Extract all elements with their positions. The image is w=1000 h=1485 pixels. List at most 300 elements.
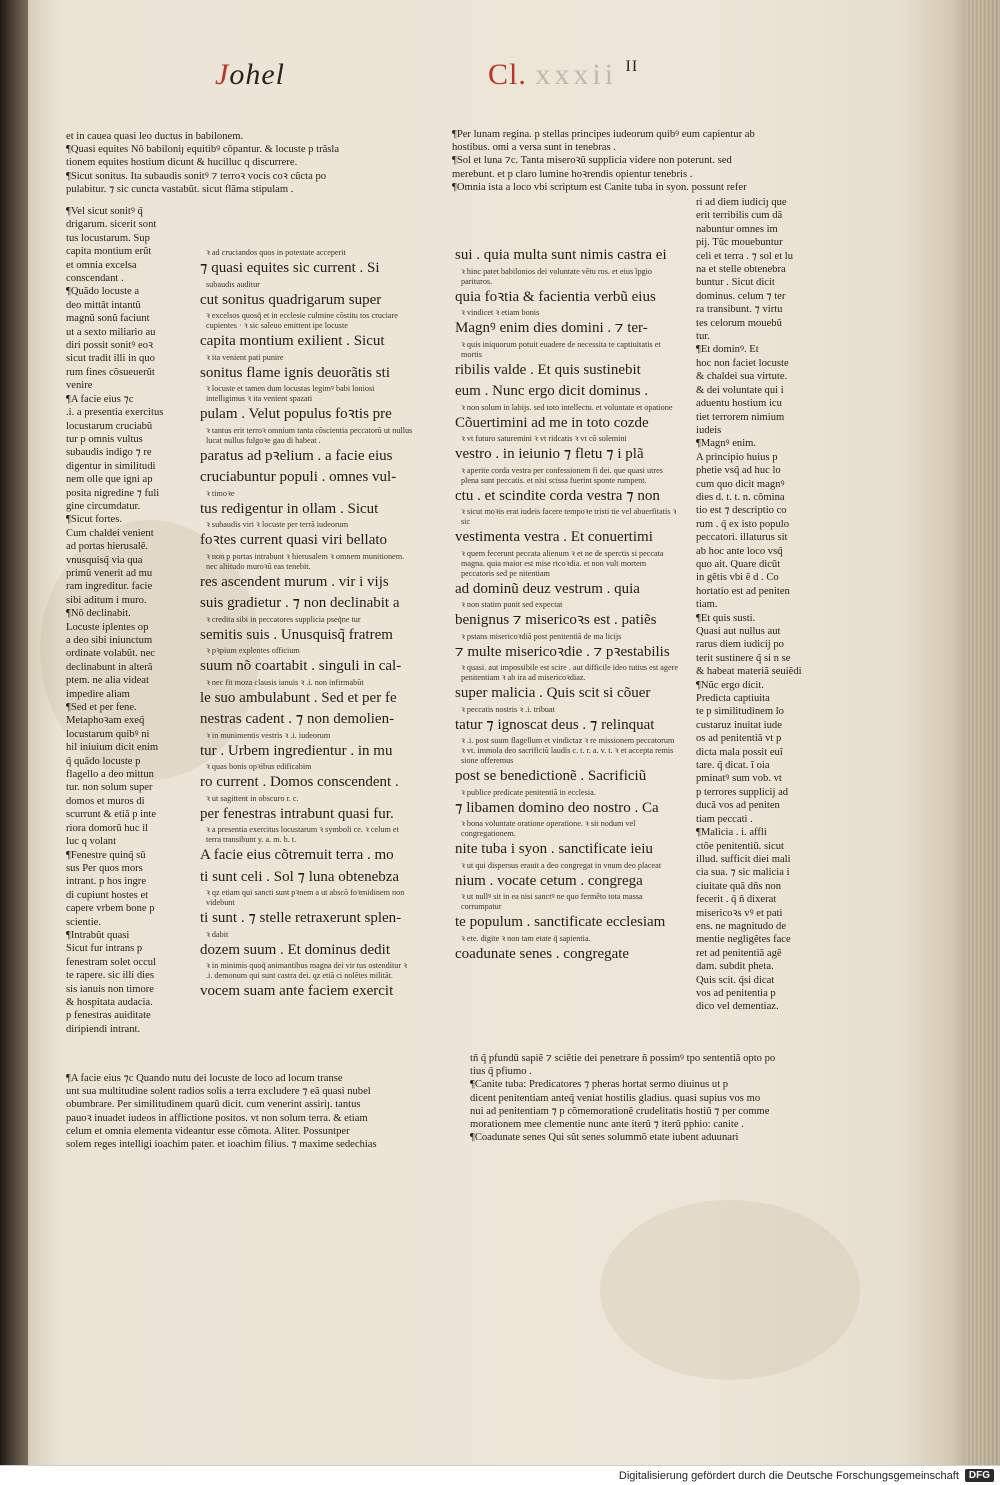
gloss-line xyxy=(696,880,814,893)
main-text-line: res ascendent murum . vir i vijs xyxy=(200,573,389,590)
gloss-line xyxy=(66,245,184,258)
gloss-text: pulabitur. ⁊ sic cuncta vastabũt. sicut flãma stipulam . xyxy=(66,183,294,195)
gloss-line xyxy=(66,835,184,848)
interlinear-gloss: ꝛ in munimentis vestris ꝛ .i. iudeorum xyxy=(206,730,331,740)
gloss-text: aduentu hostium icu xyxy=(696,398,782,410)
main-text-line: sonitus flame ignis deuorãtis sti xyxy=(200,364,390,381)
gloss-text: domos et muros di xyxy=(66,795,145,807)
gloss-line xyxy=(696,746,814,759)
gloss-line xyxy=(66,218,184,231)
gloss-text: te p similitudinem lo xyxy=(696,706,784,718)
gloss-line xyxy=(66,956,184,969)
main-text-line: vocem suam ante faciem exercit xyxy=(200,983,394,999)
gloss-text: Predicta captiuita xyxy=(696,693,770,705)
gloss-text: Quis scit. q̃si dicat xyxy=(696,974,775,986)
gloss-text: drigarum. sicerit sont xyxy=(66,219,157,231)
gloss-text: Coadunate senes Qui sũt senes solummõ etate iubent aduunari xyxy=(474,1132,739,1144)
gloss-line xyxy=(696,223,814,236)
gloss-text: obumbrare. Per similitudinem quarũ dicit. cum venerint assiriȷ. tantus xyxy=(66,1099,361,1111)
pilcrow-mark: ¶ xyxy=(452,129,457,140)
gloss-text: declinabunt in alterã xyxy=(66,661,153,673)
gloss-text: Sicut fur intrans p xyxy=(66,943,143,955)
gloss-text: dominus. celum ⁊ ter xyxy=(696,290,786,302)
gloss-line xyxy=(66,688,184,701)
interlinear-gloss: ꝛ bona voluntate oratione operatione. ꝛ sit nodum vel congregationem. xyxy=(461,819,636,838)
gloss-text: in gẽtis vbi ẽ d . Co xyxy=(696,572,779,584)
gloss-line xyxy=(66,701,184,714)
main-text-line: le suo ambulabunt . Sed et per fe xyxy=(200,689,397,706)
gloss-text: misericoꝛs vꝰ et pati xyxy=(696,907,783,919)
gloss-line xyxy=(696,263,814,276)
gloss-line xyxy=(452,181,807,194)
book-gutter-shadow xyxy=(0,0,28,1465)
gloss-line xyxy=(452,128,807,141)
main-text-line: semitis suis . Unusquisq̃ fratrem xyxy=(200,626,393,643)
gloss-line xyxy=(696,424,814,437)
interlinear-gloss: ꝛ in minimis quoq̃ animantibus magna dei vir tus ostenditur ꝛ .i. demonum qui sunt castra dei. qz etiã ci nolẽtes militãt. xyxy=(206,961,408,980)
left-running-head: Johel xyxy=(215,58,285,91)
main-text-line: coadunate senes . congregate xyxy=(455,945,630,962)
interlinear-gloss: ꝛ subaudis viri ꝛ locuste per terrã iudeorum xyxy=(206,520,349,529)
gloss-line xyxy=(696,451,814,464)
gloss-text: conscendant . xyxy=(66,273,124,285)
pilcrow-mark: ¶ xyxy=(66,1073,71,1084)
gloss-text: Quasi equites Nõ babiloniȷ equitibꝰ cõpantur. & locuste p trãsla xyxy=(70,144,340,156)
main-text-line: ribilis valde . Et quis sustinebit xyxy=(455,361,641,378)
gloss-line xyxy=(66,795,184,808)
main-text-line: vestimenta vestra . Et conuertimi xyxy=(455,529,653,545)
gloss-line xyxy=(470,1078,815,1091)
main-text-line: sui . quia multa sunt nimis castra ei xyxy=(455,247,667,263)
gloss-text: locustarum cruciabũ xyxy=(66,420,153,432)
interlinear-gloss: ꝛ non p portas intrabunt ꝛ hierusalem ꝛ omnem munitionem. nec altitudo muroꝛũ eas tenebit. xyxy=(206,551,405,571)
gloss-line xyxy=(696,960,814,973)
left-gloss-side xyxy=(66,205,184,1036)
gloss-line xyxy=(66,822,184,835)
gloss-line xyxy=(66,862,184,875)
gloss-text: sicut tradit illi in quo xyxy=(66,353,155,365)
gloss-line xyxy=(696,799,814,812)
gloss-line xyxy=(696,518,814,531)
gloss-line xyxy=(696,638,814,651)
gloss-text: magnũ sonũ faciunt xyxy=(66,313,150,325)
gloss-text: dam. subdit pheta. xyxy=(696,961,774,973)
gloss-text: Locuste iplentes op xyxy=(66,621,149,633)
gloss-line xyxy=(66,406,184,419)
digitization-footer xyxy=(0,1465,1000,1485)
gloss-line xyxy=(696,826,814,839)
gloss-text: cia sua. ⁊ sic malicia i xyxy=(696,867,790,879)
gloss-text: locustarum quibꝰ ni xyxy=(66,728,150,740)
gloss-line xyxy=(696,411,814,424)
gloss-line xyxy=(66,1125,436,1138)
gloss-line xyxy=(66,567,184,580)
right-gloss-top xyxy=(452,128,807,194)
pilcrow-mark: ¶ xyxy=(470,1079,475,1091)
gloss-text: mentie negligẽtes face xyxy=(696,934,791,946)
gloss-text: tius q̃ pfiumo . xyxy=(470,1066,532,1078)
gloss-line xyxy=(696,866,814,879)
interlinear-gloss: ꝛ pstans misericoꝛdiã post penitentiã de ma licijs xyxy=(461,631,622,641)
gloss-line xyxy=(66,473,184,486)
interlinear-gloss: ꝛ sicut moꝛis erat iudeis facere tempoꝛe tristi tie vel abuerfitatis ꝛ sic xyxy=(461,507,677,526)
gloss-line xyxy=(696,370,814,383)
gloss-line xyxy=(696,705,814,718)
gloss-line xyxy=(66,1112,436,1125)
interlinear-gloss: ꝛ qz etiam qui sancti sunt pꝛnem a ut abscõ foꝛmidinem non videbunt xyxy=(206,888,405,907)
gloss-line xyxy=(66,500,184,513)
interlinear-gloss: ꝛ ete. digite ꝛ non tam etate q̃ sapientia. xyxy=(461,933,591,943)
gloss-line xyxy=(696,236,814,249)
main-text-line: tur . Urbem ingredientur . in mu xyxy=(200,742,393,759)
gloss-line xyxy=(696,196,814,209)
gloss-text: merebunt. et p claro lumine hoꝛrendis opientur tenebris . xyxy=(452,168,693,180)
gloss-text: iudeis xyxy=(696,424,722,436)
gloss-line xyxy=(66,527,184,540)
gloss-text: Intrabũt quasi xyxy=(70,929,130,941)
gloss-line xyxy=(696,732,814,745)
gloss-text: fecerit . q̃ ñ dixerat xyxy=(696,894,777,906)
gloss-line xyxy=(696,558,814,571)
gloss-text: dies d. t. t. n. cõmina xyxy=(696,491,785,503)
gloss-line xyxy=(66,170,416,183)
gloss-text: et in cauea quasi leo ductus in babilonem. xyxy=(66,131,244,142)
gloss-text: tio est ⁊ descriptio co xyxy=(696,505,787,517)
gloss-text: ab hoc ante loco vsq̃ xyxy=(696,545,783,557)
gloss-line xyxy=(66,647,184,660)
gloss-text: primũ venerit ad mu xyxy=(66,567,153,579)
right-gloss-bottom xyxy=(470,1052,815,1144)
gloss-text: tus locustarum. Sup xyxy=(66,232,150,244)
gloss-text: A facie eius ⁊c xyxy=(70,393,134,405)
gloss-line xyxy=(66,143,416,156)
gloss-text: sus Per quos mors xyxy=(66,862,143,874)
gloss-line xyxy=(696,343,814,356)
gloss-text: dicent penitentiam anteq̃ veniat hostilis gladius. quasi supius vos mo xyxy=(470,1092,761,1104)
paper-stain xyxy=(600,1200,860,1380)
pilcrow-mark: ¶ xyxy=(696,438,701,450)
gloss-text: hil iniuium dicit enim xyxy=(66,742,159,754)
gloss-text: Cum chaldei venient xyxy=(66,527,154,539)
gloss-line xyxy=(66,420,184,433)
gloss-line xyxy=(696,397,814,410)
interlinear-gloss: ꝛ peccatis nostris ꝛ .i. tribuat xyxy=(461,704,555,714)
gloss-text: & habeat materiã seuiẽdi xyxy=(696,666,802,678)
gloss-text: rum fines cõsueuerũt xyxy=(66,366,155,378)
gloss-line xyxy=(66,1085,436,1098)
gloss-text: impedire aliam xyxy=(66,688,130,700)
interlinear-gloss: ꝛ pꝛpium explentes officium xyxy=(206,646,300,655)
gloss-text: tiam. xyxy=(696,599,718,611)
gloss-text: venire xyxy=(66,380,93,392)
pilcrow-mark: ¶ xyxy=(66,608,71,620)
gloss-line xyxy=(66,674,184,687)
gloss-text: pauoꝛ inuadet iudeos in afflictione positos. vt non solum terra. & etiam xyxy=(66,1112,368,1124)
interlinear-gloss: ꝛ ut sagittent in obscuro r. c. xyxy=(206,793,299,803)
gloss-text: di cupiunt hostes et xyxy=(66,889,149,901)
gloss-text: nui ad penitentiam ⁊ p cõmemorationẽ crudelitatis hostiũ ⁊ per comme xyxy=(470,1105,770,1117)
gloss-line xyxy=(696,719,814,732)
gloss-line xyxy=(66,889,184,902)
interlinear-gloss: ꝛ ad cruciandos quos in potestate acceperit xyxy=(206,248,346,257)
gloss-text: os ad penitentiã vt p xyxy=(696,733,782,745)
gloss-line xyxy=(66,580,184,593)
gloss-text: subaudis indigo ⁊ re xyxy=(66,447,152,459)
gloss-text: Nũc ergo dicit. xyxy=(700,679,764,691)
gloss-text: ens. ne magnitudo de xyxy=(696,920,787,932)
main-text-line: paratus ad pꝛelium . a facie eius xyxy=(200,447,393,464)
gloss-line xyxy=(66,554,184,567)
gloss-text: gine circumdatur. xyxy=(66,500,141,512)
gloss-line xyxy=(696,652,814,665)
gloss-line xyxy=(66,929,184,942)
pilcrow-mark: ¶ xyxy=(66,170,71,182)
gloss-text: vos ad penitentia p xyxy=(696,987,776,999)
gloss-line xyxy=(66,621,184,634)
gloss-text: tes celorum mouebũ xyxy=(696,317,782,329)
gloss-text: pminatꝰ sum vob. vt xyxy=(696,773,782,785)
gloss-text: deo mittãt intantũ xyxy=(66,299,141,311)
gloss-text: phetie vsq̃ ad huc lo xyxy=(696,465,781,477)
gloss-text: Vel sicut sonitꝰ q̃ xyxy=(70,206,143,217)
main-text-line: benignus ⁊ misericoꝛs est . patiẽs xyxy=(455,612,657,628)
main-text-line: cut sonitus quadrigarum super xyxy=(200,291,382,308)
gloss-text: tñ q̃ pfundũ sapiẽ ⁊ sciẽtie dei penetrare ñ possimꝰ tpo sententiã opto po xyxy=(470,1053,776,1064)
gloss-text: rarus diem iudicij po xyxy=(696,639,784,651)
gloss-line xyxy=(66,996,184,1009)
gloss-text: a deo sibi iniunctum xyxy=(66,635,153,646)
pilcrow-mark: ¶ xyxy=(470,1132,475,1144)
gloss-line xyxy=(66,849,184,862)
gloss-line xyxy=(470,1092,815,1105)
gloss-line xyxy=(66,312,184,325)
interlinear-gloss: ꝛ a presentia exercitus locustarum ꝛ symboli ce. ꝛ celum et terra transibunt y. a. m. h. t. xyxy=(206,825,399,844)
gloss-text: intrant. p hos ingre xyxy=(66,876,147,888)
main-text-line: tatur ⁊ ignoscat deus . ⁊ relinquat xyxy=(455,716,655,733)
gloss-line xyxy=(66,156,416,169)
interlinear-gloss: ꝛ quem fecerunt peccata alienum ꝛ et ne de sperctis si peccata magna. quia maior est mise ricoꝛdia. et non vult mortem peccatoris sed pe nitentiam xyxy=(461,548,664,578)
gloss-text: dicta mala possit euĩ xyxy=(696,746,783,758)
main-text-line: ⁊ libamen domino deo nostro . Ca xyxy=(455,799,659,816)
main-text-line: tus redigentur in ollam . Sicut xyxy=(200,500,379,517)
gloss-text: Quãdo locuste a xyxy=(70,286,140,298)
gloss-text: Sol et luna ⁊c. Tanta miseroꝛũ supplicia videre non poterunt. sed xyxy=(456,155,732,167)
gloss-line xyxy=(66,487,184,500)
gloss-line xyxy=(66,285,184,298)
gloss-line xyxy=(696,759,814,772)
gloss-text: tare. q̃ dicat. ĩ oia xyxy=(696,760,770,772)
gloss-line xyxy=(696,330,814,343)
main-text-line: suum nõ coartabit . singuli in cal- xyxy=(200,658,402,674)
gloss-text: unt sua multitudine solent radios solis a terra excludere ⁊ eã quasi nubel xyxy=(66,1086,371,1098)
gloss-line xyxy=(66,607,184,620)
gloss-line xyxy=(696,920,814,933)
gloss-line xyxy=(696,290,814,303)
gloss-line xyxy=(66,205,184,218)
interlinear-gloss: ꝛ nec fit moza clausis ianuis ꝛ .i. non infirmabũt xyxy=(206,677,364,687)
right-running-head xyxy=(488,58,638,92)
interlinear-gloss: ꝛ ut qui dispersus erauit a deo congregat in vnum deo placeat xyxy=(461,860,662,870)
gloss-text: erit terribilis cum dã xyxy=(696,210,783,222)
gloss-text: et omnia excelsa xyxy=(66,259,137,271)
gloss-line xyxy=(66,540,184,553)
gloss-line xyxy=(696,813,814,826)
gloss-line xyxy=(66,130,416,143)
gloss-text: A principio huius p xyxy=(696,451,778,463)
pilcrow-mark: ¶ xyxy=(66,286,71,298)
gloss-line xyxy=(66,983,184,996)
gloss-line xyxy=(66,352,184,365)
gloss-text: custaruz inuitat iude xyxy=(696,719,782,731)
folio-red-label: Cl. xyxy=(488,58,527,91)
pilcrow-mark: ¶ xyxy=(452,181,457,193)
gloss-text: hostibus. omi a versa sunt in tenebras . xyxy=(452,142,616,154)
gloss-text: solem reges intelligi ioachim pater. et ioachim filius. ⁊ maxime sedechias xyxy=(66,1139,377,1151)
left-gloss-bottom xyxy=(66,1072,436,1151)
gloss-text: cum quo dicit magnꝰ xyxy=(696,478,785,490)
main-text-line: cruciabuntur populi . omnes vul- xyxy=(200,469,397,485)
interlinear-gloss: ꝛ timoꝛe xyxy=(206,488,235,498)
gloss-line xyxy=(696,585,814,598)
gloss-line xyxy=(696,209,814,222)
gloss-text: ri ad diem iudiciȷ que xyxy=(696,197,787,208)
pilcrow-mark: ¶ xyxy=(452,155,457,167)
gloss-line xyxy=(696,250,814,263)
gloss-text: Omnia ista a loco vbi scriptum est Canite tuba in syon. possunt refer xyxy=(456,181,747,193)
gloss-text: ra transibunt. ⁊ virtu xyxy=(696,304,783,316)
gloss-line xyxy=(452,168,807,181)
gloss-text: Magnꝰ enim. xyxy=(700,438,757,450)
gloss-text: tur p omnis vultus xyxy=(66,433,143,445)
gloss-text: nem olle que igni ap xyxy=(66,474,153,486)
main-text-line: A facie eius cõtremuit terra . mo xyxy=(200,847,394,863)
gloss-text: ram ingreditur. facie xyxy=(66,581,153,593)
gloss-text: Nõ declinabit. xyxy=(70,608,131,620)
interlinear-gloss: ꝛ aperite corda vestra per confessionem fi dei. que quasi utres plena sunt peccatis. et nisi scissa fuerint sponte rumpent. xyxy=(461,465,663,485)
gloss-text: capita montium erũt xyxy=(66,246,152,258)
main-text-line: ctu . et scindite corda vestra ⁊ non xyxy=(455,487,660,504)
left-gloss-top xyxy=(66,130,416,196)
gloss-text: digentur in similitudi xyxy=(66,460,156,472)
gloss-text: scientie. xyxy=(66,916,102,928)
main-text-line: te populum . sanctificate ecclesiam xyxy=(455,914,666,930)
gloss-text: diri possit sonitꝰ eoꝛ xyxy=(66,340,154,352)
gloss-text: tionem equites hostium dicunt & hucilluc q discurrere. xyxy=(66,157,298,169)
gloss-line xyxy=(66,272,184,285)
gloss-text: diripiendi intrant. xyxy=(66,1023,141,1035)
gloss-line xyxy=(470,1065,815,1078)
gloss-line xyxy=(696,665,814,678)
interlinear-gloss: ꝛ vt futuro saturemini ꝛ vt ridcatis ꝛ vt cõ solemini xyxy=(461,434,627,443)
gloss-text: nabuntur omnes im xyxy=(696,223,778,235)
main-text-line: per fenestras intrabunt quasi fur. xyxy=(200,805,394,822)
gloss-text: tiet terrorem nimium xyxy=(696,411,785,423)
gloss-text: riora domorũ huc il xyxy=(66,822,149,834)
gloss-text: fenestram solet occul xyxy=(66,956,157,968)
gloss-text: vnusquisq̃ via qua xyxy=(66,554,143,566)
gloss-text: na et stelle obtenebra xyxy=(696,264,786,276)
gloss-text: luc q volant xyxy=(66,836,117,848)
main-text-line: nium . vocate cetum . congrega xyxy=(455,872,643,889)
main-text-line: dozem suum . Et dominus dedit xyxy=(200,941,390,958)
gloss-line xyxy=(696,987,814,1000)
gloss-line xyxy=(696,571,814,584)
pilcrow-mark: ¶ xyxy=(696,679,701,691)
gloss-text: ordinate volabũt. nec xyxy=(66,648,156,660)
gloss-line xyxy=(696,276,814,289)
folio-faded-number: xxxii xyxy=(535,58,618,91)
gloss-line xyxy=(696,974,814,987)
gloss-line xyxy=(66,781,184,794)
gloss-text: p fenestras auiditate xyxy=(66,1010,151,1022)
gloss-line xyxy=(696,679,814,692)
gloss-text: & hospitata audacia. xyxy=(66,996,153,1008)
gloss-line xyxy=(66,1138,436,1151)
right-gloss-side xyxy=(696,196,814,1014)
gloss-line xyxy=(696,933,814,946)
gloss-line xyxy=(66,808,184,821)
pilcrow-mark: ¶ xyxy=(696,344,701,356)
interlinear-gloss: ꝛ quis iniquorum potuit euadere de necessita te captiuitatis et mortis xyxy=(461,339,661,359)
gloss-line xyxy=(470,1052,815,1065)
gloss-text: te rapere. sic illi dies xyxy=(66,970,154,982)
gloss-text: capere vrbem bone p xyxy=(66,903,155,915)
folio-tail: II xyxy=(625,58,639,75)
gloss-text: Sicut fortes. xyxy=(70,514,123,526)
interlinear-gloss: ꝛ quas bonis opꝛibus edificabim xyxy=(206,762,312,771)
gloss-line xyxy=(66,1023,184,1036)
gloss-text: ret ad penitentiã agẽ xyxy=(696,947,782,959)
gloss-line xyxy=(66,460,184,473)
gloss-line xyxy=(66,393,184,406)
gloss-text: Fenestre quinq̃ sũ xyxy=(70,849,146,861)
gloss-text: tiam peccati . xyxy=(696,813,753,825)
gloss-text: hoc non faciet locuste xyxy=(696,357,789,369)
gloss-line xyxy=(470,1105,815,1118)
pilcrow-mark: ¶ xyxy=(66,206,71,217)
gloss-line xyxy=(696,692,814,705)
main-text-line: capita montium exilient . Sicut xyxy=(200,333,385,349)
footer-credit: Digitalisierung gefördert durch die Deutsche Forschungsgemeinschaft xyxy=(618,1469,959,1482)
main-text-line: ro current . Domos conscendent . xyxy=(200,774,399,790)
gloss-line xyxy=(66,728,184,741)
pilcrow-mark: ¶ xyxy=(696,612,701,624)
gloss-text: tur. xyxy=(696,331,710,343)
gloss-line xyxy=(696,1000,814,1013)
pilcrow-mark: ¶ xyxy=(66,514,71,526)
gloss-text: & chaldei sua virtute. xyxy=(696,371,788,383)
main-text-line: eum . Nunc ergo dicit dominus . xyxy=(455,383,649,399)
gloss-text: q̃ quãdo locuste p xyxy=(66,755,141,767)
gloss-text: Et quis susti. xyxy=(700,612,756,624)
gloss-text: .i. a presentia exercitus xyxy=(66,407,164,419)
main-text-line: post se benedictionẽ . Sacrificiũ xyxy=(455,768,647,784)
gloss-text: ptem. ne alia videat xyxy=(66,675,149,687)
main-text-line: quia foꝛtia & facientia verbũ eius xyxy=(455,288,656,305)
gloss-line xyxy=(66,755,184,768)
gloss-line xyxy=(66,366,184,379)
gloss-text: terit sustinere q̃ si n se xyxy=(696,652,791,664)
main-text-line: pulam . Velut populus foꝛtis pre xyxy=(200,406,392,422)
interlinear-gloss: ꝛ tantus erit terroꝛ omnium tanta cõscientia peccatorũ ut nullus lucat nullus fulgoꝛe gau di habeat . xyxy=(206,425,413,445)
gloss-line xyxy=(696,598,814,611)
gloss-line xyxy=(66,299,184,312)
gloss-text: morationem mee clementie nunc ante iterũ ⁊ iterũ pphio: canite . xyxy=(470,1119,744,1131)
main-text-line: foꝛtes current quasi viri bellato xyxy=(200,532,388,548)
interlinear-gloss: ꝛ credita sibi in peccatores supplicia pseq̃ne tur xyxy=(206,614,361,624)
main-text-line: suis gradietur . ⁊ non declinabit a xyxy=(200,595,400,611)
gloss-line xyxy=(66,183,416,196)
